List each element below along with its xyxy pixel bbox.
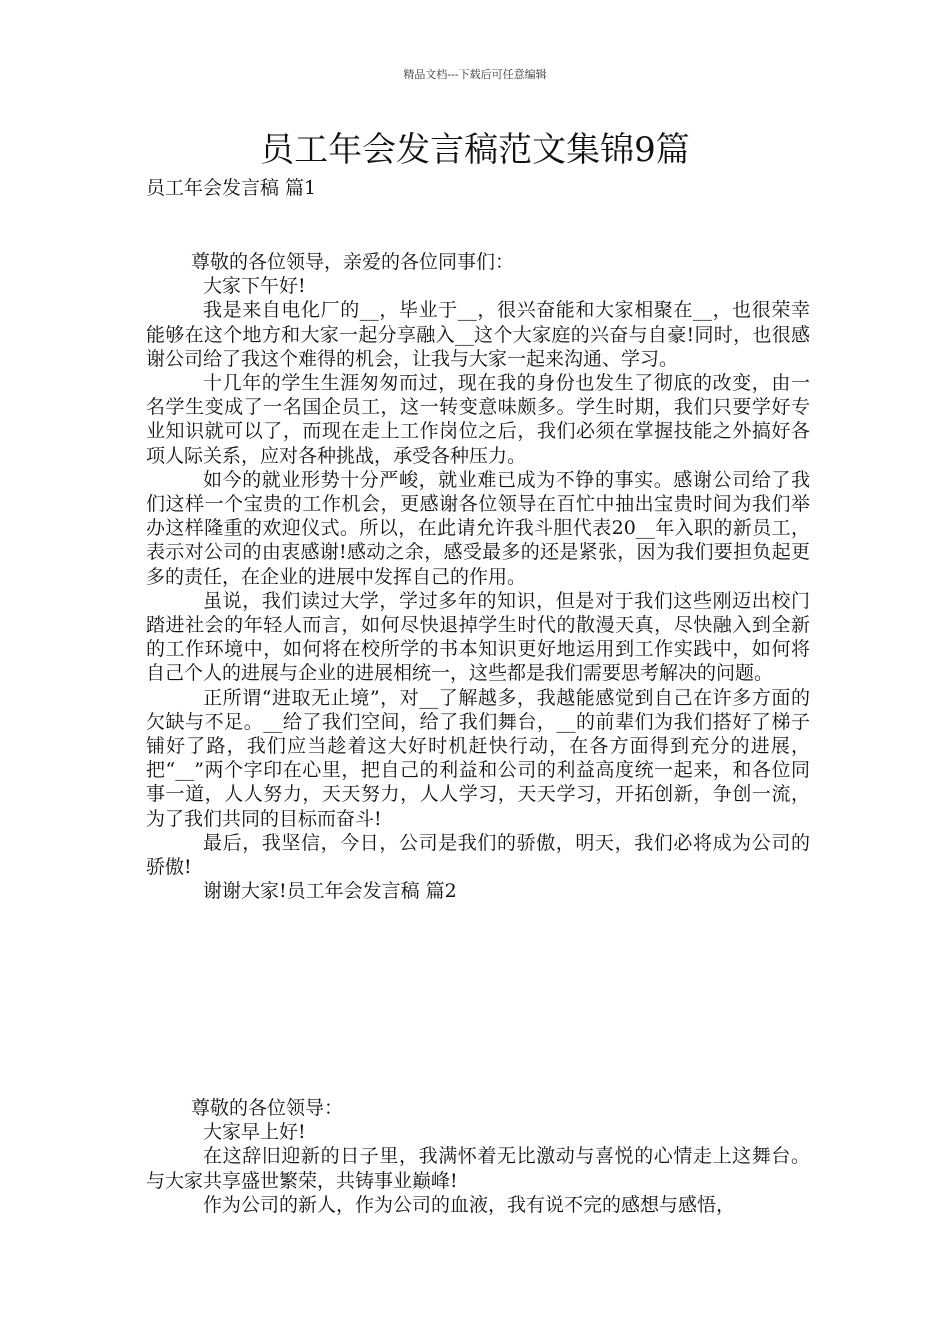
paragraph: 最后，我坚信，今日，公司是我们的骄傲，明天，我们必将成为公司的骄傲! — [146, 831, 810, 879]
document-title: 员工年会发言稿范文集锦9篇 — [260, 130, 690, 170]
paragraph: 十几年的学生生涯匆匆而过，现在我的身份也发生了彻底的改变，由一名学生变成了一名国企员工，这一转变意味颇多。学生时期，我们只要学好专业知识就可以了，而现在走上工作岗位之后，我们必须在掌握技能之外搞好各项人际关系，应对各种挑战，承受各种压力。 — [146, 372, 810, 467]
paragraph: 谢谢大家!员工年会发言稿 篇2 — [203, 880, 457, 903]
paragraph: 如今的就业形势十分严峻，就业难已成为不铮的事实。感谢公司给了我们这样一个宝贵的工作机会，更感谢各位领导在百忙中抽出宝贵时间为我们举办这样隆重的欢迎仪式。所以，在此请允许我斗胆代表20__年入职的新员工，表示对公司的由衷感谢!感动之余，感受最多的还是紧张，因为我们要担负起更多的责任，在企业的进展中发挥自己的作用。 — [146, 468, 810, 588]
section-1-body — [146, 250, 810, 903]
salutation: 尊敬的各位领导，亲爱的各位同事们： — [191, 251, 515, 273]
section-heading-1: 员工年会发言稿 篇1 — [146, 177, 317, 199]
salutation: 尊敬的各位领导： — [191, 1097, 344, 1119]
paragraph: 在这辞旧迎新的日子里，我满怀着无比激动与喜悦的心情走上这舞台。与大家共享盛世繁荣，共铸事业巅峰! — [146, 1145, 810, 1192]
section-2-body — [146, 1096, 810, 1217]
paragraph: 我是来自电化厂的__，毕业于__，很兴奋能和大家相聚在__，也很荣幸能够在这个地方和大家一起分享融入__这个大家庭的兴奋与自豪!同时，也很感谢公司给了我这个难得的机会，让我与大家一起来沟通、学习。 — [146, 299, 810, 370]
header-note: 精品文档---下载后可任意编辑 — [403, 68, 547, 81]
paragraph: 正所谓“进取无止境”，对__了解越多，我越能感觉到自己在许多方面的欠缺与不足。__给了我们空间，给了我们舞台，__的前辈们为我们搭好了梯子铺好了路，我们应当趁着这大好时机赶快行动，在各方面得到充分的进展，把“__”两个字印在心里，把自己的利益和公司的利益高度统一起来，和各位同事一道，人人努力，天天努力，人人学习，天天学习，开拓创新，争创一流，为了我们共同的目标而奋斗! — [146, 686, 810, 830]
paragraph: 作为公司的新人，作为公司的血液，我有说不完的感想与感悟， — [203, 1193, 736, 1216]
paragraph: 大家早上好! — [203, 1121, 306, 1144]
paragraph: 虽说，我们读过大学，学过多年的知识，但是对于我们这些刚迈出校门踏进社会的年轻人而言，如何尽快退掉学生时代的散漫天真，尽快融入到全新的工作环境中，如何将在校所学的书本知识更好地运用到工作实践中，如何将自己个人的进展与企业的进展相统一，这些都是我们需要思考解决的问题。 — [146, 589, 810, 685]
paragraph: 大家下午好! — [203, 275, 306, 298]
